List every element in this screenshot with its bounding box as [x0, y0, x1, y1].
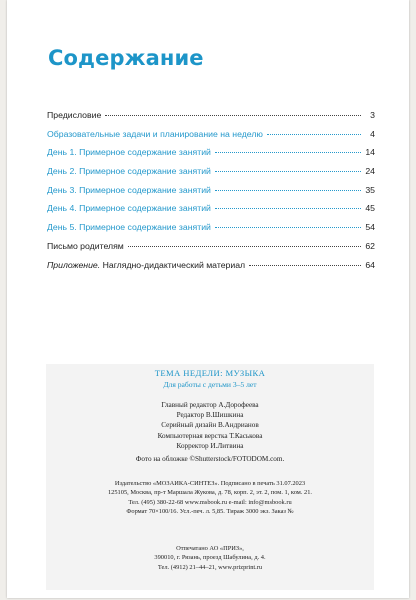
publisher-line: Тел. (495) 380-22-68 www.msbook.ru e-mail: info@msbook.ru	[128, 498, 292, 506]
toc-entry-page: 54	[365, 222, 375, 233]
toc-entry[interactable]	[47, 222, 375, 241]
toc-entry[interactable]	[47, 185, 375, 204]
week-theme: ТЕМА НЕДЕЛИ: МУЗЫКА	[154, 368, 266, 378]
toc-leader-dots	[128, 246, 361, 247]
toc-leader-dots	[249, 265, 361, 266]
toc-entry[interactable]	[47, 260, 375, 279]
toc-entry-page: 62	[365, 240, 375, 251]
printer-info	[46, 544, 374, 572]
toc-entry-page: 3	[370, 110, 375, 120]
toc-entry-label-italic: Приложение.	[47, 259, 101, 270]
toc-entry-label: Образовательные задачи и планирование на неделю	[47, 128, 263, 139]
toc-entry[interactable]	[47, 203, 375, 222]
photo-credit: Фото на обложке ©Shutterstock/FOTODOM.com.	[135, 455, 285, 464]
toc-entry-page: 4	[370, 128, 375, 139]
toc-entry-label: День 2. Примерное содержание занятий	[47, 166, 211, 177]
toc-leader-dots	[267, 134, 361, 135]
toc-leader-dots	[105, 115, 361, 116]
toc-entry-page: 45	[365, 203, 375, 214]
toc-entry-label: День 3. Примерное содержание занятий	[47, 184, 211, 195]
publisher-line: 125105, Москва, пр-т Маршала Жукова, д. 78, корп. 2, эт. 2, пом. 1, ком. 21.	[107, 489, 313, 497]
credit-line: Серийный дизайн В.Андрианов	[161, 421, 259, 430]
imprint-panel	[46, 364, 374, 590]
table-of-contents	[47, 110, 375, 278]
page-title: Содержание	[48, 46, 204, 70]
toc-entry-label: Предисловие	[47, 110, 102, 120]
toc-entry[interactable]	[47, 166, 375, 185]
toc-entry-label: День 1. Примерное содержание занятий	[47, 147, 211, 158]
printer-line: Отпечатано АО «ПРИЗ»,	[176, 545, 244, 552]
publisher-line: Формат 70×100/16. Усл.-печ. л. 5,85. Тираж 3000 экз. Заказ №	[126, 508, 294, 516]
toc-entry-label	[47, 260, 245, 270]
credit-line: Компьютерная верстка Т.Каськова	[157, 431, 263, 440]
credit-line: Редактор В.Шишкина	[176, 411, 244, 420]
toc-leader-dots	[215, 190, 361, 191]
toc-entry[interactable]	[47, 241, 375, 260]
toc-leader-dots	[215, 208, 361, 209]
toc-entry[interactable]	[47, 110, 375, 129]
toc-entry[interactable]	[47, 129, 375, 148]
toc-entry-label-rest: Наглядно-дидактический материал	[100, 259, 246, 270]
toc-entry-label: День 5. Примерное содержание занятий	[47, 222, 211, 233]
toc-leader-dots	[215, 227, 361, 228]
age-range: Для работы с детьми 3–5 лет	[163, 380, 257, 389]
printer-line: Тел. (4912) 21–44–21, www.prizprint.ru	[157, 563, 263, 571]
credit-line: Корректор И.Литвина	[176, 441, 244, 450]
printer-line: 390010, г. Рязань, проезд Шабулина, д. 4.	[154, 554, 266, 562]
toc-entry-label: Письмо родителям	[47, 240, 124, 251]
page	[7, 0, 409, 598]
toc-entry-page: 64	[365, 259, 375, 270]
toc-leader-dots	[215, 171, 361, 172]
credit-line: Главный редактор А.Дорофеева	[161, 401, 259, 409]
toc-entry[interactable]	[47, 147, 375, 166]
toc-entry-page: 35	[365, 184, 375, 195]
toc-leader-dots	[215, 152, 361, 153]
toc-entry-page: 14	[365, 147, 375, 158]
publisher-info	[46, 479, 374, 517]
publisher-line: Издательство «МОЗАИКА-СИНТЕЗ». Подписано в печать 31.07.2023	[114, 480, 306, 487]
editorial-credits	[46, 400, 374, 464]
toc-entry-label: День 4. Примерное содержание занятий	[47, 203, 211, 214]
toc-entry-page: 24	[365, 166, 375, 177]
